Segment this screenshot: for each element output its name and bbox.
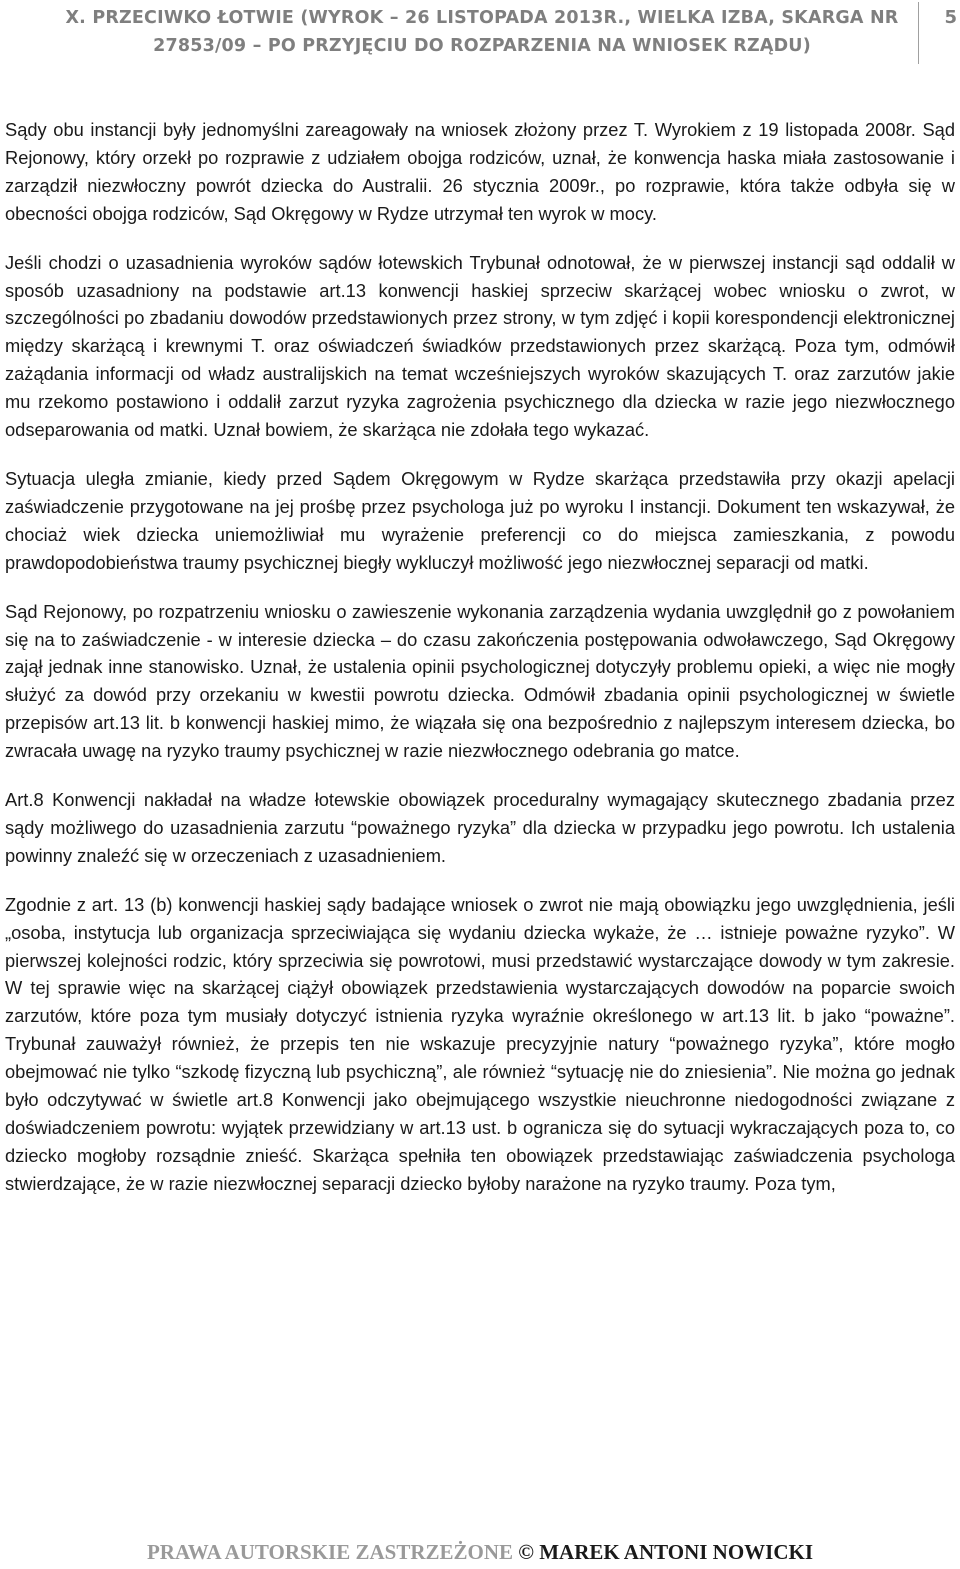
paragraph-6: Zgodnie z art. 13 (b) konwencji haskiej sądy badające wniosek o zwrot nie mają obowiązku jego uwzględnienia, jeśli „osoba, instytucja lub organizacja sprzeciwiająca się wydaniu dziecka wykaże, że … istnieje poważne ryzyko”. W pierwszej kolejności rodzic, który sprzeciwia się powrotowi, musi przedstawić wystarczające dowody w tym zakresie. W tej sprawie więc na skarżącej ciążył obowiązek przedstawienia wystarczających dowodów na poparcie swoich zarzutów, które poza tym musiały dotyczyć istnienia ryzyka wyraźnie określonego w art.13 lit. b jako “poważne”. Trybunał zauważył również, że przepis ten nie wskazuje precyzyjnie natury “poważnego ryzyka”, które mogło obejmować nie tylko “szkodę fizyczną lub psychiczną”, ale również “sytuację nie do zniesienia”. Nie można go jednak było odczytywać w świetle art.8 Konwencji jako obejmującego wszystkie nieuchronne niedogodności związane z doświadczeniem powrotu: wyjątek przewidziany w art.13 ust. b ogranicza się do sytuacji wykraczających poza to, co dziecko mogłoby rozsądnie znieść. Skarżąca spełniła ten obowiązek przedstawiając zaświadczenia psychologa stwierdzające, że w razie niezwłocznej separacji dziecko byłoby narażone na ryzyko traumy. Poza tym, bbox=[5, 893, 955, 1194]
page-header bbox=[0, 0, 960, 66]
page-number: 5 bbox=[944, 7, 957, 28]
paragraph-3: Sytuacja uległa zmianie, kiedy przed Sądem Okręgowym w Rydze skarżąca przedstawiła przy okazji apelacji zaświadczenie przygotowane na jej prośbę przez psychologa już po wyroku I instancji. Dokument ten wskazywał, że chociaż wiek dziecka uniemożliwiał mu wyrażenie preferencji co do miejsca zamieszkania, z powodu prawdopodobieństwa traumy psychicznej biegły wykluczył możliwość jego niezwłocznej separacji od matki. bbox=[5, 467, 955, 573]
header-title: X. PRZECIWKO ŁOTWIE (WYROK – 26 LISTOPADA 2013R., WIELKA IZBA, SKARGA NR 27853/09 – PO PRZYJĘCIU DO ROZPARZENIA NA WNIOSEK RZĄDU) bbox=[65, 8, 899, 56]
paragraph-2: Jeśli chodzi o uzasadnienia wyroków sądów łotewskich Trybunał odnotował, że w pierwszej instancji sąd oddalił w sposób uzasadniony na podstawie art.13 konwencji haskiej sprzeciw skarżącej wobec wniosku o zwrot, w szczególności po zbadaniu dowodów przedstawionych przez strony, w tym zdjęć i kopii korespondencji elektronicznej między skarżącą i krewnymi T. oraz oświadczeń świadków przedstawionych przez skarżącą. Poza tym, odmówił zażądania informacji od władz australijskich na temat wcześniejszych wyroków skazujących T. oraz zarzutów jakie mu rzekomo postawiono i oddalił zarzut ryzyka zagrożenia psychicznego dla dziecka w razie jego niezwłocznego odseparowania od matki. Uznał bowiem, że skarżąca nie zdołała tego wykazać. bbox=[5, 251, 955, 441]
page-footer bbox=[0, 1538, 960, 1566]
paragraph-1: Sądy obu instancji były jednomyślni zareagowały na wniosek złożony przez T. Wyrokiem z 19 listopada 2008r. Sąd Rejonowy, który orzekł po rozprawie z udziałem obojga rodziców, uznał, że konwencja haska miała zastosowanie i zarządził niezwłoczny powrót dziecka do Australii. 26 stycznia 2009r., po rozprawie, która także odbyła się w obecności obojga rodziców, Sąd Okręgowy w Rydze utrzymał ten wyrok w mocy. bbox=[5, 119, 955, 224]
footer-rights-text: PRAWA AUTORSKIE ZASTRZEŻONE bbox=[146, 1540, 514, 1564]
paragraph-4: Sąd Rejonowy, po rozpatrzeniu wniosku o zawieszenie wykonania zarządzenia wydania uwzględnił go z powołaniem się na to zaświadczenie - w interesie dziecka – do czasu zakończenia postępowania odwoławczego, Sąd Okręgowy zajął jednak inne stanowisko. Uznał, że ustalenia opinii psychologicznej dotyczyły problemu opieki, a więc nie mogły służyć za dowód przy orzekaniu w kwestii powrotu dziecka. Odmówił zbadania opinii psychologicznej w świetle przepisów art.13 lit. b konwencji haskiej mimo, że wiązała się ona bezpośrednio z najlepszym interesem dziecka, bo zwracała uwagę na ryzyko traumy psychicznej w razie niezwłocznego odebrania go matce. bbox=[5, 600, 955, 762]
header-divider bbox=[918, 2, 919, 64]
paragraph-5: Art.8 Konwencji nakładał na władze łotewskie obowiązek proceduralny wymagający skutecznego zbadania przez sądy możliwego do uzasadnienia zarzutu “poważnego ryzyka” dla dziecka w przypadku jego powrotu. Ich ustalenia powinny znaleźć się w orzeczeniach z uzasadnieniem. bbox=[5, 789, 955, 866]
document-body bbox=[5, 116, 955, 1219]
footer-copyright: © MAREK ANTONI NOWICKI bbox=[518, 1540, 814, 1564]
